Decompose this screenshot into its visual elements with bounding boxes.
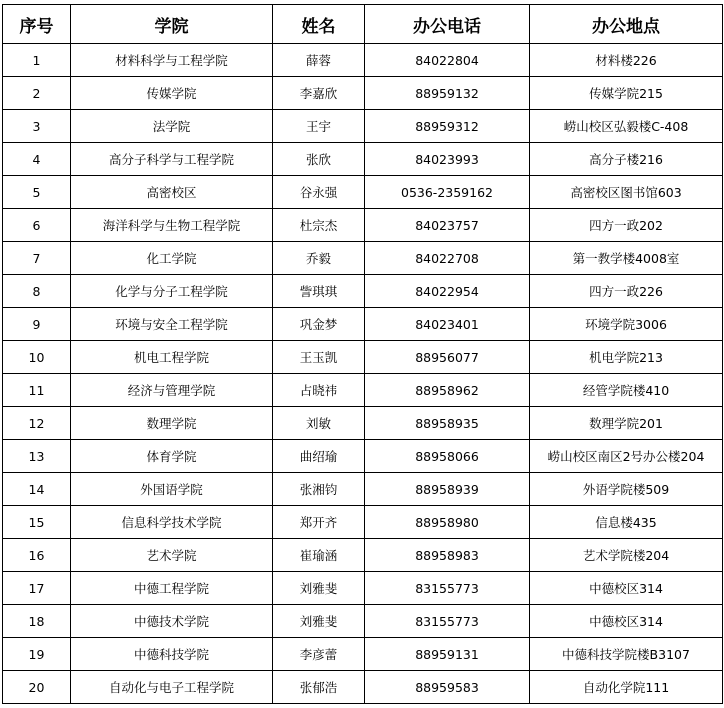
cell-seq: 8 bbox=[3, 275, 71, 308]
table-row bbox=[3, 275, 723, 308]
table-row bbox=[3, 176, 723, 209]
cell-seq: 1 bbox=[3, 44, 71, 77]
cell-phone: 88956077 bbox=[365, 341, 530, 374]
cell-office: 中德科技学院楼B3107 bbox=[530, 638, 723, 671]
cell-college: 中德科技学院 bbox=[71, 638, 273, 671]
cell-office: 第一教学楼4008室 bbox=[530, 242, 723, 275]
table-row bbox=[3, 77, 723, 110]
cell-seq: 10 bbox=[3, 341, 71, 374]
cell-phone: 84023993 bbox=[365, 143, 530, 176]
cell-seq: 7 bbox=[3, 242, 71, 275]
cell-seq: 3 bbox=[3, 110, 71, 143]
cell-office: 数理学院201 bbox=[530, 407, 723, 440]
cell-office: 崂山校区南区2号办公楼204 bbox=[530, 440, 723, 473]
cell-name: 谷永强 bbox=[273, 176, 365, 209]
cell-office: 高分子楼216 bbox=[530, 143, 723, 176]
cell-name: 薛蓉 bbox=[273, 44, 365, 77]
table-row bbox=[3, 473, 723, 506]
cell-college: 中德工程学院 bbox=[71, 572, 273, 605]
cell-name: 王玉凯 bbox=[273, 341, 365, 374]
cell-name: 张湘钧 bbox=[273, 473, 365, 506]
cell-name: 李嘉欣 bbox=[273, 77, 365, 110]
cell-college: 经济与管理学院 bbox=[71, 374, 273, 407]
cell-college: 材料科学与工程学院 bbox=[71, 44, 273, 77]
cell-college: 化工学院 bbox=[71, 242, 273, 275]
cell-college: 数理学院 bbox=[71, 407, 273, 440]
cell-seq: 13 bbox=[3, 440, 71, 473]
cell-phone: 83155773 bbox=[365, 572, 530, 605]
cell-seq: 12 bbox=[3, 407, 71, 440]
cell-seq: 11 bbox=[3, 374, 71, 407]
table-row bbox=[3, 671, 723, 704]
cell-college: 中德技术学院 bbox=[71, 605, 273, 638]
cell-office: 自动化学院111 bbox=[530, 671, 723, 704]
cell-office: 外语学院楼509 bbox=[530, 473, 723, 506]
table-body bbox=[3, 44, 723, 704]
cell-college: 化学与分子工程学院 bbox=[71, 275, 273, 308]
table-row bbox=[3, 44, 723, 77]
cell-phone: 88959132 bbox=[365, 77, 530, 110]
cell-phone: 84023757 bbox=[365, 209, 530, 242]
cell-name: 李彦蕾 bbox=[273, 638, 365, 671]
cell-college: 外国语学院 bbox=[71, 473, 273, 506]
cell-college: 法学院 bbox=[71, 110, 273, 143]
cell-phone: 88958983 bbox=[365, 539, 530, 572]
cell-office: 中德校区314 bbox=[530, 605, 723, 638]
table-row bbox=[3, 506, 723, 539]
cell-phone: 84022804 bbox=[365, 44, 530, 77]
table-row bbox=[3, 374, 723, 407]
cell-office: 四方一政226 bbox=[530, 275, 723, 308]
table-row bbox=[3, 539, 723, 572]
cell-phone: 84022708 bbox=[365, 242, 530, 275]
cell-college: 环境与安全工程学院 bbox=[71, 308, 273, 341]
header-cell-name: 姓名 bbox=[273, 5, 365, 44]
cell-name: 訾琪琪 bbox=[273, 275, 365, 308]
table-row bbox=[3, 407, 723, 440]
cell-name: 刘雅斐 bbox=[273, 572, 365, 605]
cell-seq: 16 bbox=[3, 539, 71, 572]
cell-name: 占晓祎 bbox=[273, 374, 365, 407]
cell-name: 张郁浩 bbox=[273, 671, 365, 704]
cell-name: 刘敏 bbox=[273, 407, 365, 440]
cell-office: 艺术学院楼204 bbox=[530, 539, 723, 572]
cell-seq: 15 bbox=[3, 506, 71, 539]
cell-name: 巩金梦 bbox=[273, 308, 365, 341]
cell-name: 刘雅斐 bbox=[273, 605, 365, 638]
cell-phone: 88958066 bbox=[365, 440, 530, 473]
cell-college: 高密校区 bbox=[71, 176, 273, 209]
cell-office: 四方一政202 bbox=[530, 209, 723, 242]
table-row bbox=[3, 341, 723, 374]
cell-name: 杜宗杰 bbox=[273, 209, 365, 242]
header-cell-seq: 序号 bbox=[3, 5, 71, 44]
table-row bbox=[3, 440, 723, 473]
table-row bbox=[3, 209, 723, 242]
cell-phone: 83155773 bbox=[365, 605, 530, 638]
cell-seq: 17 bbox=[3, 572, 71, 605]
table-header bbox=[3, 5, 723, 44]
cell-phone: 88958935 bbox=[365, 407, 530, 440]
cell-phone: 88958939 bbox=[365, 473, 530, 506]
cell-office: 材料楼226 bbox=[530, 44, 723, 77]
table-row bbox=[3, 242, 723, 275]
table-row bbox=[3, 143, 723, 176]
cell-office: 高密校区图书馆603 bbox=[530, 176, 723, 209]
cell-phone: 84022954 bbox=[365, 275, 530, 308]
cell-phone: 0536-2359162 bbox=[365, 176, 530, 209]
cell-phone: 84023401 bbox=[365, 308, 530, 341]
cell-seq: 5 bbox=[3, 176, 71, 209]
cell-seq: 6 bbox=[3, 209, 71, 242]
contacts-table bbox=[2, 4, 723, 704]
cell-college: 传媒学院 bbox=[71, 77, 273, 110]
cell-college: 艺术学院 bbox=[71, 539, 273, 572]
cell-college: 海洋科学与生物工程学院 bbox=[71, 209, 273, 242]
cell-office: 传媒学院215 bbox=[530, 77, 723, 110]
cell-office: 环境学院3006 bbox=[530, 308, 723, 341]
table-row bbox=[3, 638, 723, 671]
cell-phone: 88958962 bbox=[365, 374, 530, 407]
cell-seq: 4 bbox=[3, 143, 71, 176]
cell-seq: 14 bbox=[3, 473, 71, 506]
cell-college: 信息科学技术学院 bbox=[71, 506, 273, 539]
cell-phone: 88958980 bbox=[365, 506, 530, 539]
cell-seq: 18 bbox=[3, 605, 71, 638]
cell-name: 曲绍瑜 bbox=[273, 440, 365, 473]
cell-phone: 88959131 bbox=[365, 638, 530, 671]
cell-seq: 9 bbox=[3, 308, 71, 341]
cell-office: 机电学院213 bbox=[530, 341, 723, 374]
cell-seq: 19 bbox=[3, 638, 71, 671]
header-row bbox=[3, 5, 723, 44]
cell-college: 机电工程学院 bbox=[71, 341, 273, 374]
cell-office: 中德校区314 bbox=[530, 572, 723, 605]
cell-office: 经管学院楼410 bbox=[530, 374, 723, 407]
table-row bbox=[3, 308, 723, 341]
cell-seq: 2 bbox=[3, 77, 71, 110]
cell-office: 信息楼435 bbox=[530, 506, 723, 539]
cell-name: 崔瑜涵 bbox=[273, 539, 365, 572]
cell-office: 崂山校区弘毅楼C-408 bbox=[530, 110, 723, 143]
cell-phone: 88959312 bbox=[365, 110, 530, 143]
cell-college: 自动化与电子工程学院 bbox=[71, 671, 273, 704]
header-cell-college: 学院 bbox=[71, 5, 273, 44]
table-row bbox=[3, 572, 723, 605]
cell-name: 张欣 bbox=[273, 143, 365, 176]
cell-college: 高分子科学与工程学院 bbox=[71, 143, 273, 176]
cell-name: 乔毅 bbox=[273, 242, 365, 275]
table-row bbox=[3, 605, 723, 638]
cell-college: 体育学院 bbox=[71, 440, 273, 473]
cell-name: 王宇 bbox=[273, 110, 365, 143]
cell-phone: 88959583 bbox=[365, 671, 530, 704]
table-row bbox=[3, 110, 723, 143]
header-cell-phone: 办公电话 bbox=[365, 5, 530, 44]
cell-name: 郑开齐 bbox=[273, 506, 365, 539]
cell-seq: 20 bbox=[3, 671, 71, 704]
header-cell-office: 办公地点 bbox=[530, 5, 723, 44]
